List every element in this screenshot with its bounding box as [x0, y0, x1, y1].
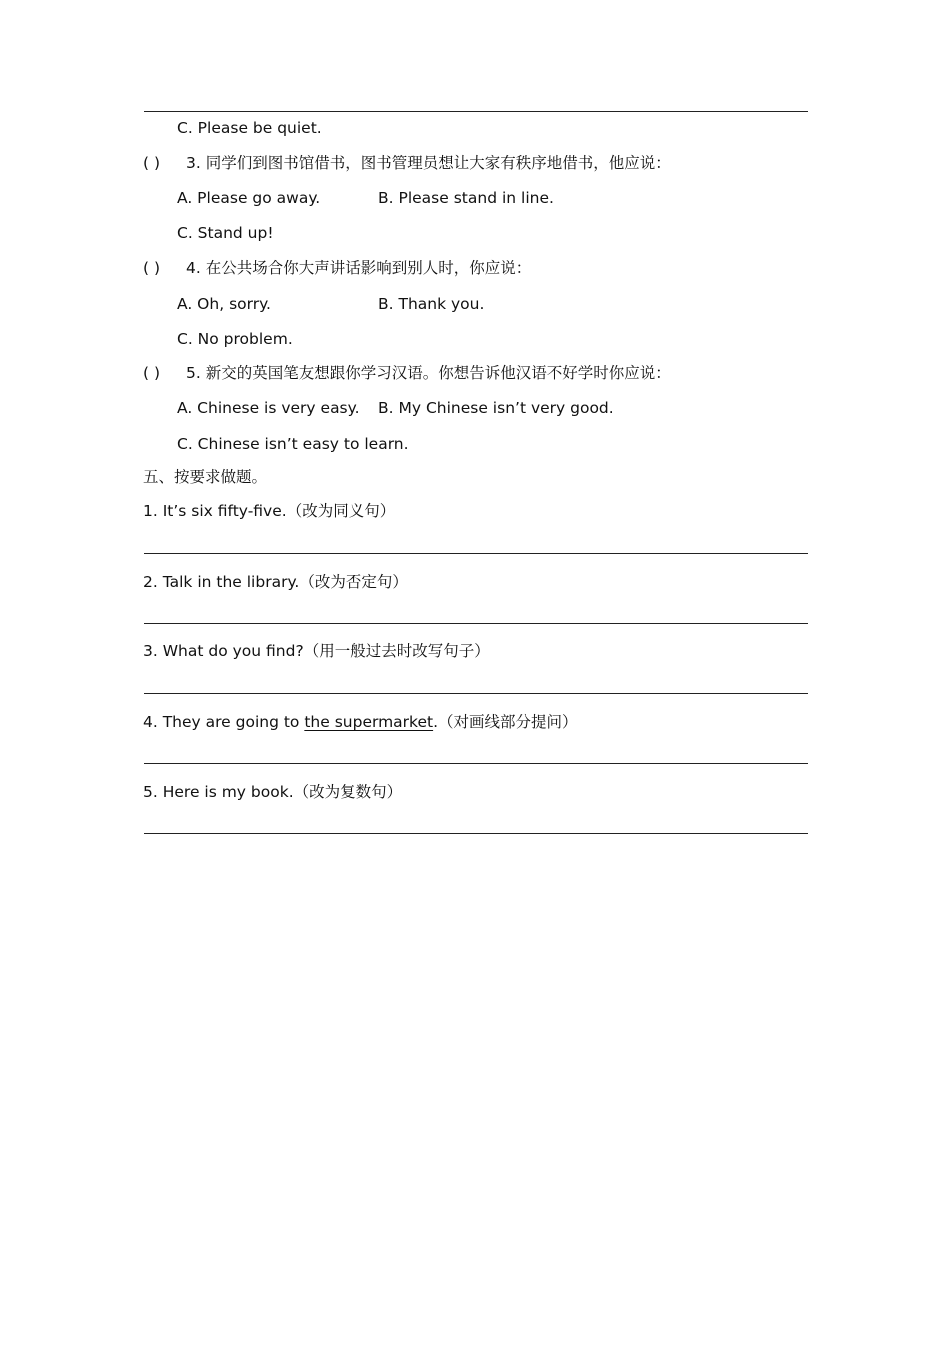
exercise-item-5	[143, 782, 402, 802]
exercise-instruction: （改为同义句）	[286, 502, 396, 520]
question-stem: 5. 新交的英国笔友想跟你学习汉语。你想告诉他汉语不好学时你应说：	[186, 364, 671, 382]
section-heading: 五、按要求做题。	[143, 468, 268, 486]
exercise-sentence-start: 4. They are going to	[143, 713, 305, 731]
answer-line-4[interactable]	[144, 763, 808, 764]
exercise-item-2	[143, 572, 408, 592]
answer-line-1[interactable]	[144, 553, 808, 554]
question-stem: 4. 在公共场合你大声讲话影响到别人时，你应说：	[186, 259, 532, 277]
exercise-sentence-end: .	[433, 713, 439, 731]
option-c: C. Please be quiet.	[177, 119, 322, 137]
exercise-sentence: 3. What do you find?	[143, 642, 304, 660]
answer-line-5[interactable]	[144, 833, 808, 834]
option-a[interactable]: A. Oh, sorry.	[177, 295, 271, 313]
underlined-phrase: the supermarket	[304, 713, 434, 731]
option-b[interactable]: B. Please stand in line.	[378, 189, 554, 207]
answer-line-3[interactable]	[144, 693, 808, 694]
option-a[interactable]: A. Chinese is very easy.	[177, 399, 360, 417]
exercise-item-1	[143, 501, 395, 521]
exercise-sentence: 5. Here is my book.	[143, 783, 294, 801]
option-a[interactable]: A. Please go away.	[177, 189, 321, 207]
exercise-instruction: （对画线部分提问）	[438, 713, 578, 731]
answer-blank[interactable]: ( )	[143, 364, 161, 382]
exercise-item-4	[143, 712, 578, 732]
exercise-sentence: 2. Talk in the library.	[143, 573, 300, 591]
exercise-instruction: （用一般过去时改写句子）	[303, 642, 490, 660]
option-c[interactable]: C. Chinese isn’t easy to learn.	[177, 435, 409, 453]
answer-line-2[interactable]	[144, 623, 808, 624]
option-b[interactable]: B. My Chinese isn’t very good.	[378, 399, 614, 417]
option-c[interactable]: C. No problem.	[177, 330, 293, 348]
answer-blank[interactable]: ( )	[143, 259, 161, 277]
question-stem: 3. 同学们到图书馆借书，图书管理员想让大家有秩序地借书，他应说：	[186, 154, 671, 172]
option-c[interactable]: C. Stand up!	[177, 224, 274, 242]
exercise-instruction: （改为否定句）	[299, 573, 408, 591]
exercise-instruction: （改为复数句）	[293, 783, 403, 801]
exercise-item-3	[143, 641, 490, 661]
exercise-sentence: 1. It’s six fifty-five.	[143, 502, 287, 520]
answer-blank[interactable]: ( )	[143, 154, 161, 172]
answer-line	[144, 111, 808, 112]
option-b[interactable]: B. Thank you.	[378, 295, 485, 313]
